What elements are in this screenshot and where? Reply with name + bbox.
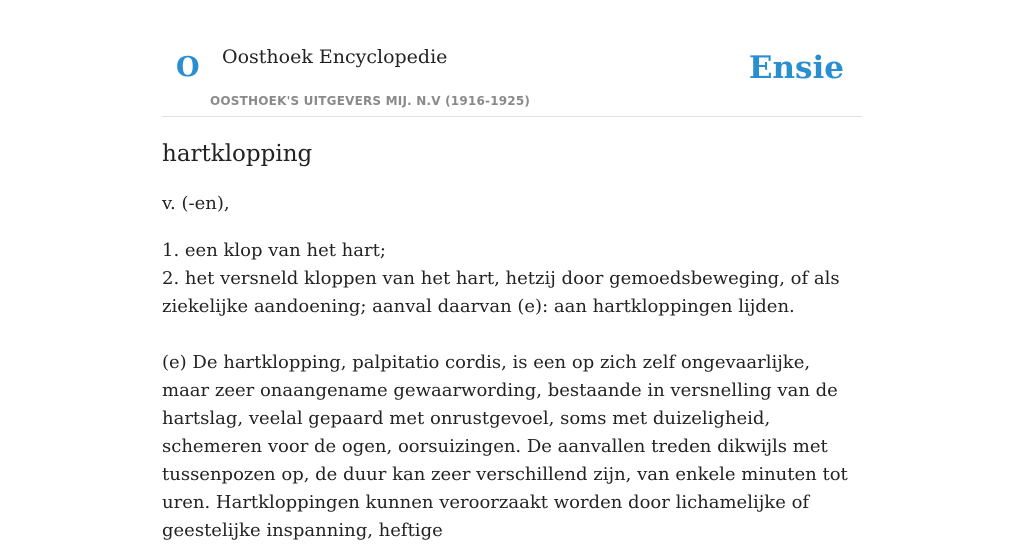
- entry-body: (e) De hartklopping, palpitatio cordis, is een op zich zelf ongevaarlijke, maar zeer onaangename gewaarwording, bestaande in versnelling van de hartslag, veelal gepaard met onrustgevoel, soms met duizeligheid, schemeren voor de ogen, oorsuizingen. De aanvallen treden dikwijls met tussenpozen op, de duur kan zeer verschillend zijn, van enkele minuten tot uren. Hartkloppingen kunnen veroorzaakt worden door lichamelijke of geestelijke inspanning, heftige: [162, 352, 848, 541]
- oosthoek-logo-icon[interactable]: O: [176, 52, 200, 83]
- site-header: [162, 0, 862, 117]
- publisher-label: OOSTHOEK'S UITGEVERS MIJ. N.V (1916-1925): [210, 94, 531, 108]
- site-title[interactable]: Oosthoek Encyclopedie: [222, 46, 448, 68]
- ensie-brand-link[interactable]: Ensie: [748, 50, 844, 86]
- entry-headword: hartklopping: [162, 141, 313, 167]
- sense-2: 2. het versneld kloppen van het hart, hetzij door gemoedsbeweging, of als ziekelijke aandoening; aanval daarvan (e): aan hartkloppingen lijden.: [162, 268, 840, 317]
- sense-1: 1. een klop van het hart;: [162, 240, 386, 261]
- page: [162, 0, 862, 545]
- entry-senses: [162, 237, 862, 321]
- entry-grammar: v. (-en),: [162, 193, 230, 214]
